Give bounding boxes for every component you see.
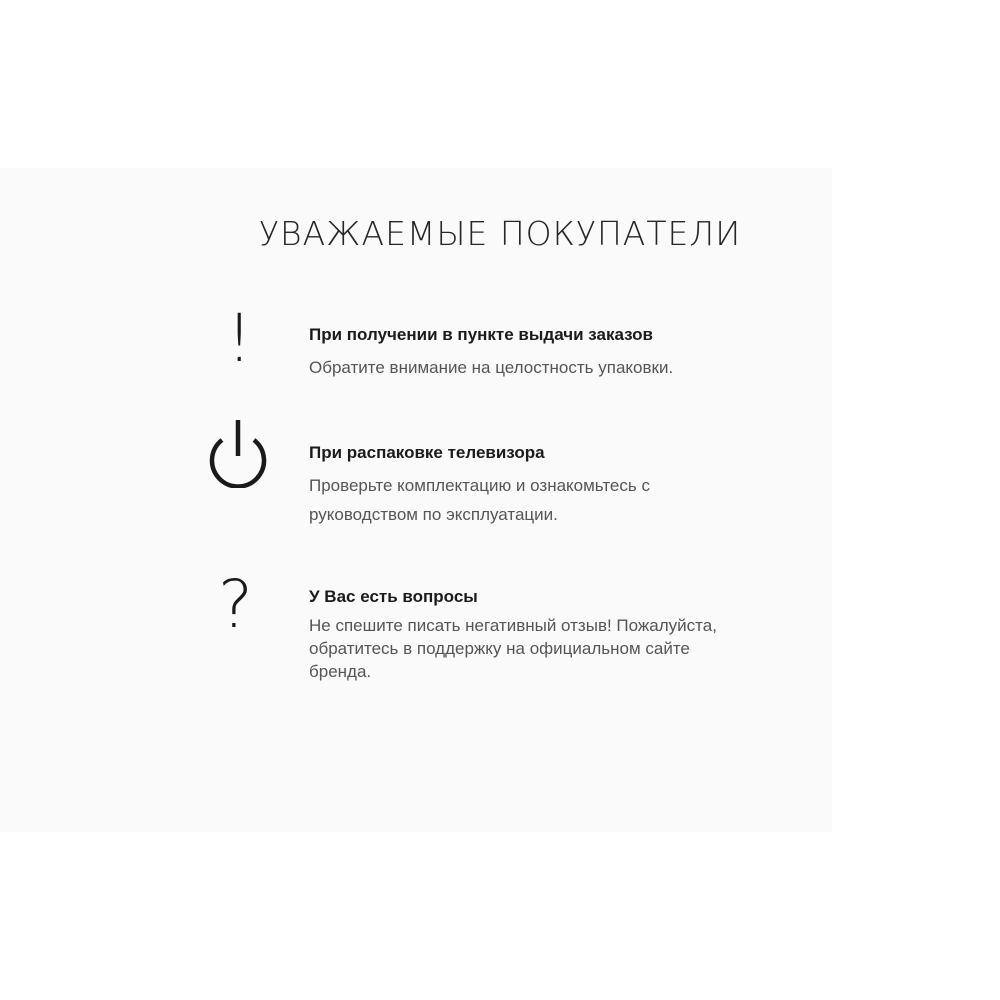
notice-line: руководством по эксплуатации. [309,505,558,524]
page-title: УВАЖАЕМЫЕ ПОКУПАТЕЛИ [258,214,742,253]
notice-line: Не спешите писать негативный отзыв! Пожалуйста, [309,616,717,635]
notice-text [309,442,779,529]
question-icon: ? [218,566,254,643]
notice-heading: При получении в пункте выдачи заказов [309,325,653,344]
notice-line: Проверьте комплектацию и ознакомьтесь с [309,476,650,495]
notice-heading: При распаковке телевизора [309,443,545,462]
notice-line: бренда. [309,662,372,681]
notice-description [309,614,779,683]
notice-heading: У Вас есть вопросы [309,587,478,606]
notice-description [309,471,779,529]
notice-description [309,353,779,382]
exclamation-icon: ! [226,300,253,377]
notice-text [309,586,779,683]
notice-line: обратитесь в поддержку на официальном сайте [309,639,690,658]
power-icon [207,418,269,488]
notice-line: Обратите внимание на целостность упаковки. [309,358,674,377]
notice-text [309,324,779,382]
